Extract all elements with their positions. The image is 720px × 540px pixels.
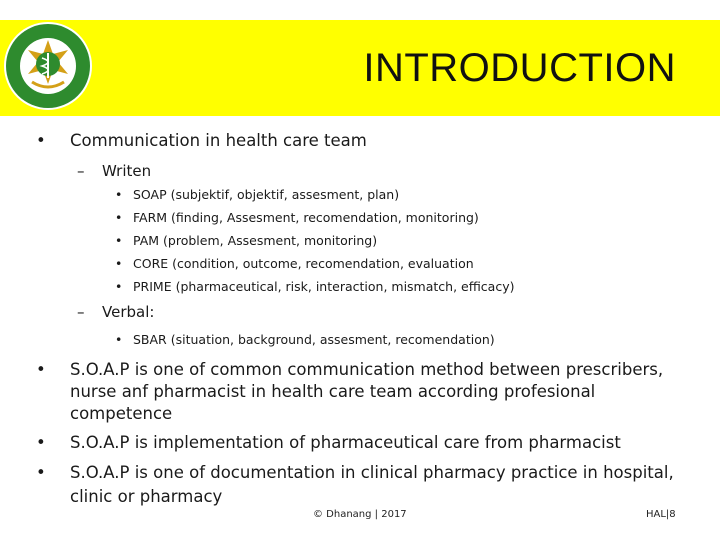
bullet-dot: • bbox=[36, 360, 46, 379]
college-logo-graphic bbox=[2, 20, 94, 112]
soap-item-line: competence bbox=[70, 404, 173, 423]
bullet-dot: • bbox=[36, 463, 46, 482]
writen-item: PAM (problem, Assesment, monitoring) bbox=[133, 233, 378, 248]
page-title: INTRODUCTION bbox=[363, 46, 676, 90]
dash-bullet: – bbox=[77, 162, 85, 180]
soap-item-line: nurse anf pharmacist in health care team according profesional bbox=[70, 382, 596, 401]
bullet-dot: • bbox=[115, 233, 123, 248]
soap-item-line: S.O.A.P is one of common communication method between prescribers, bbox=[70, 360, 664, 379]
bullet-dot: • bbox=[36, 433, 46, 452]
item-writen: Writen bbox=[102, 162, 152, 180]
bullet-dot: • bbox=[115, 332, 123, 347]
verbal-item: SBAR (situation, background, assesment, recomendation) bbox=[133, 332, 495, 347]
soap-item-line: clinic or pharmacy bbox=[70, 487, 223, 506]
bullet-dot: • bbox=[115, 279, 123, 294]
bullet-dot: • bbox=[115, 210, 123, 225]
page-number: HAL|8 bbox=[646, 509, 676, 520]
dash-bullet: – bbox=[77, 303, 85, 321]
writen-item: PRIME (pharmaceutical, risk, interaction, mismatch, efficacy) bbox=[133, 279, 515, 294]
college-logo bbox=[2, 20, 94, 112]
soap-item-line: S.O.A.P is implementation of pharmaceutical care from pharmacist bbox=[70, 433, 621, 452]
item-communication: Communication in health care team bbox=[70, 131, 367, 150]
bullet-dot: • bbox=[36, 131, 46, 150]
footer-copyright: © Dhanang | 2017 bbox=[313, 509, 407, 520]
writen-item: SOAP (subjektif, objektif, assesment, plan) bbox=[133, 187, 400, 202]
bullet-dot: • bbox=[115, 256, 123, 271]
bullet-dot: • bbox=[115, 187, 123, 202]
writen-item: FARM (finding, Assesment, recomendation, monitoring) bbox=[133, 210, 479, 225]
item-verbal: Verbal: bbox=[102, 303, 155, 321]
writen-item: CORE (condition, outcome, recomendation, evaluation bbox=[133, 256, 474, 271]
soap-item-line: S.O.A.P is one of documentation in clinical pharmacy practice in hospital, bbox=[70, 463, 674, 482]
